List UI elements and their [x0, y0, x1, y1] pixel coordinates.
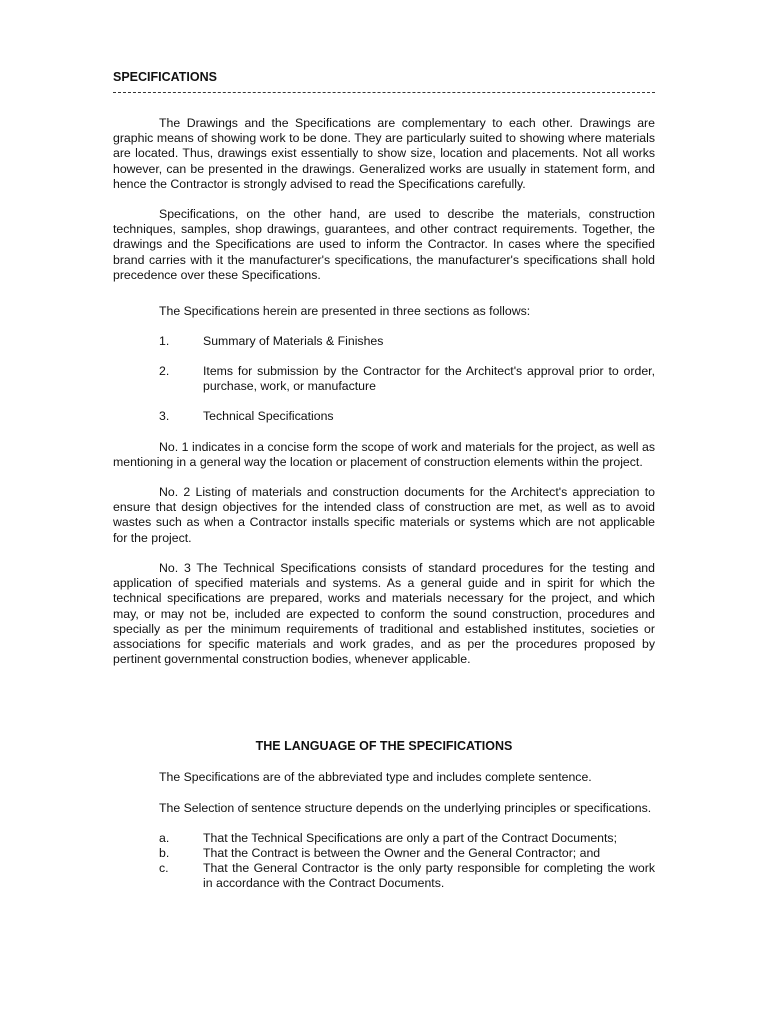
language-heading: THE LANGUAGE OF THE SPECIFICATIONS — [255, 739, 513, 753]
section-number: 2. — [159, 364, 170, 378]
language-paragraph-1: The Specifications are of the abbreviated type and includes complete sentence. — [159, 770, 592, 784]
section-number: 1. — [159, 334, 170, 348]
document-title: SPECIFICATIONS — [113, 70, 217, 84]
language-paragraph-2: The Selection of sentence structure depends on the underlying principles or specifications. — [159, 801, 652, 815]
section-text: Summary of Materials & Finishes — [203, 334, 384, 348]
note-paragraph-1: No. 1 indicates in a concise form the scope of work and materials for the project, as well as mentioning in a general way the location or placement of construction elements within the project. — [113, 440, 655, 470]
principle-text: That the Contract is between the Owner and the General Contractor; and — [203, 846, 601, 860]
note-paragraph-3: No. 3 The Technical Specifications consists of standard procedures for the testing and application of specified materials and systems. As a general guide and in spirit for which the technical specifications are prepared, works and materials necessary for the project, and which may, or may not be, included are expected to conform the sound construction, procedures and specially as per the minimum requirements of traditional and established institutes, societies or associations for specific materials and work grades, and as per the procedures proposed by pertinent governmental construction bodies, whenever applicable. — [113, 561, 655, 667]
section-text: Technical Specifications — [203, 409, 334, 423]
intro-paragraph-1: The Drawings and the Specifications are complementary to each other. Drawings are graphic means of showing work to be done. They are particularly suited to showing where materials are located. Thus, drawings exist essentially to show size, location and placements. Not all works however, can be presented in the drawings. Generalized works are usually in statement form, and hence the Contractor is strongly advised to read the Specifications carefully. — [113, 116, 655, 191]
note-paragraph-2: No. 2 Listing of materials and construction documents for the Architect's appreciation to ensure that design objectives for the intended class of construction are met, as well as to avoid wastes such as when a Contractor installs specific materials or systems which are not applicable for the project. — [113, 485, 655, 545]
section-text: Items for submission by the Contractor for the Architect's approval prior to order, purchase, work, or manufacture — [203, 364, 655, 394]
intro-paragraph-2: Specifications, on the other hand, are used to describe the materials, construction techniques, samples, shop drawings, guarantees, and other contract requirements. Together, the drawings and the Specifications are used to inform the Contractor. In cases where the specified brand carries with it the manufacturer's specifications, the manufacturer's specifications shall hold precedence over these Specifications. — [113, 207, 655, 282]
principle-label: a. — [159, 831, 170, 845]
section-number: 3. — [159, 409, 170, 423]
principle-label: b. — [159, 846, 170, 860]
principle-text: That the Technical Specifications are only a part of the Contract Documents; — [203, 831, 617, 845]
principle-label: c. — [159, 861, 169, 875]
sections-intro: The Specifications herein are presented in three sections as follows: — [159, 304, 531, 318]
dashed-divider — [113, 92, 655, 93]
principle-text: That the General Contractor is the only party responsible for completing the work in accordance with the Contract Documents. — [203, 861, 655, 891]
